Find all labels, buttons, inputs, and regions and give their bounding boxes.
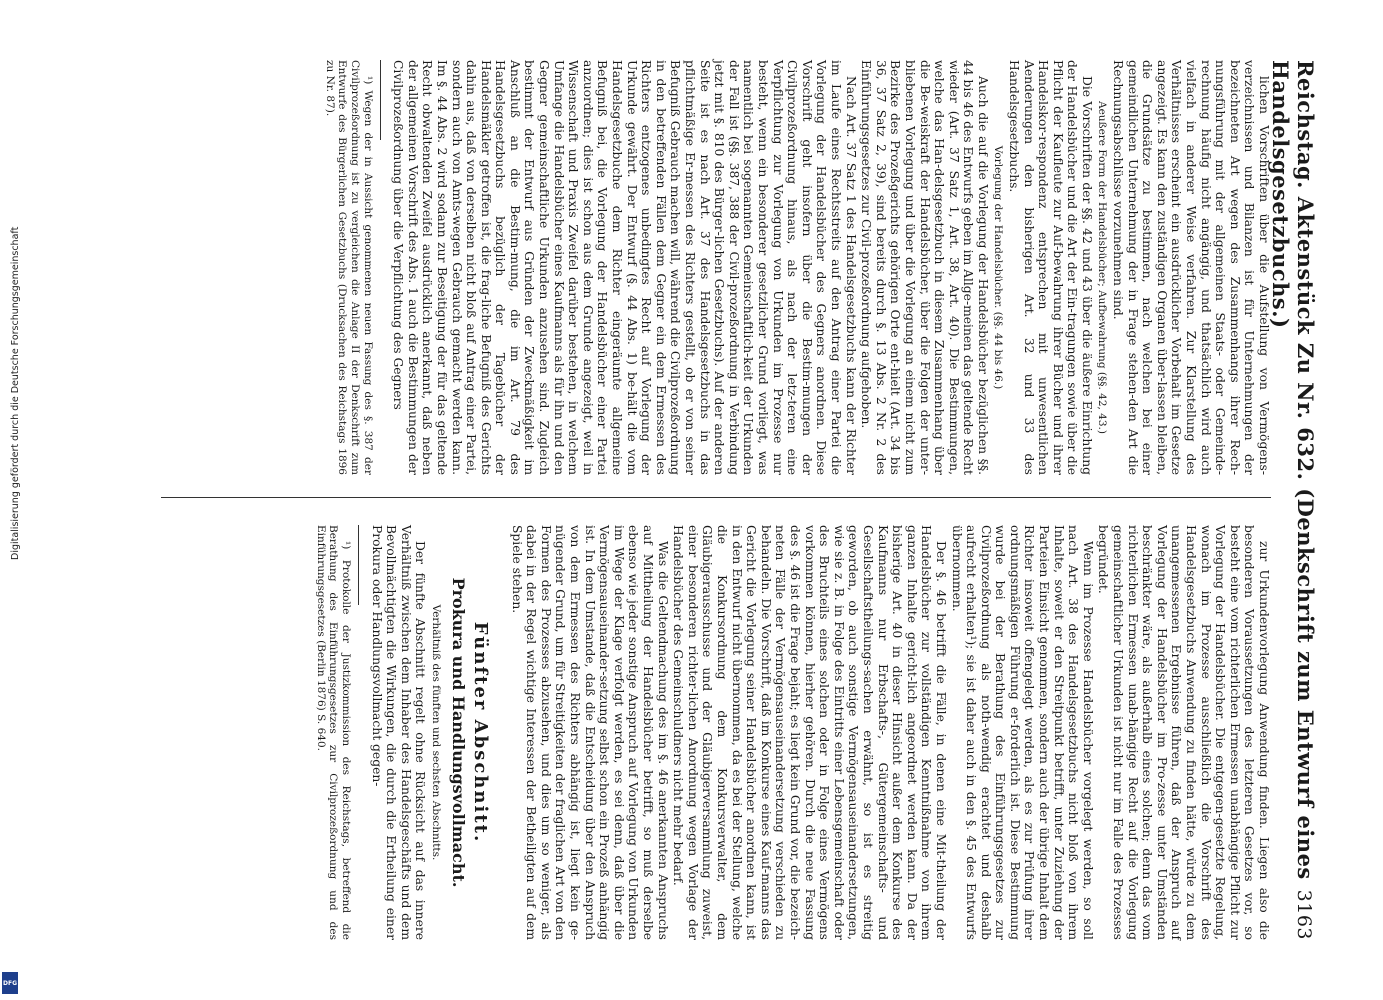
paragraph: Die Vorschriften der §§. 42 und 43 über die äußere Einrichtung der Handelsbücher und die Art der Ein-tragungen sowie über die Pflicht der Kaufleute zur Auf-bewahrung ihrer Bücher und ihrer Handelskor-respondenz entsprechen mit unwesentlichen Aenderungen den bisherigen Art. 32 und 33 des Handelsgesetzbuchs. xyxy=(1007,60,1094,475)
page-header xyxy=(1268,60,1318,940)
paragraph: Nach Art. 37 Satz 1 des Handelsgesetzbuchs kann der Richter im Laufe eines Rechtsstreits auf den Antrag einer Partei die Vorlegung der Handelsbücher des Gegners anordnen. Diese Vorschrift geht insofern über die Bestim-mungen der Civilprozeßordnung hinaus, als nach der letz-teren eine Verpflichtung zur Vorlegung von Urkunden im Prozesse nur besteht, wenn ein besonderer gesetzlicher Grund vorliegt, was namentlich bei sogenannten Gemeinschaftlich-keit der Urkunden der Fall ist (§§. 387, 388 der Civil-prozeßordnung in Verbindung jetzt mit §. 810 des Bürger-lichen Gesetzbuchs). Auf der anderen Seite ist es nach Art. 37 des Handelsgesetzbuchs in das pflichtmäßige Er-messen des Richters gestellt, ob er von seiner Befugniß Gebrauch machen will, während die Civilprozeßordnung in den betreffenden Fällen dem Gegner ein dem Ermessen des Richters entzogenes unbedingtes Recht auf Vorlegung der Urkunde gewährt. Der Entwurf (§. 44 Abs. 1) be-hält die vom Handelsgesetzbuche dem Richter eingeräumte allgemeine Befugniß bei, die Vorlegung der Handelsbücher einer Partei anzuordnen; dies ist schon aus dem Grunde angezeigt, weil in Wissenschaft und Praxis Zweifel darüber bestehen, in welchem Umfange die Handelsbücher eines Kaufmanns als für ihn und den Gegner gemeinschaftliche Urkunden anzusehen sind. Zugleich bestimmt der Entwurf aus Gründen der Zweckmäßigkeit im Anschluß an die Bestim-mung, die im Art. 79 des Handelsgesetzbuchs bezüglich der Tagebücher der Handelsmäkler getroffen ist, die frag-liche Befugniß des Gerichts dahin aus, daß von derselben nicht bloß auf Antrag einer Partei, sondern auch von Amts-wegen Gebrauch gemacht werden kann. Im §. 44 Abs. 2 wird sodann zur Beseitigung der für das geltende Recht obwaltenden Zweifel ausdrücklich anerkannt, daß neben der allgemeinen Vorschrift des Abs. 1 auch die Bestimmungen der Civilprozeßordnung über die Verpflichtung des Gegners xyxy=(391,60,858,475)
footnote: ¹) Protokolle der Justizkommission des Reichstags, betreffend die Berathung des Einführungsgesetzes zur Civilprozeßordnung und des Einführungsgesetzes (Berlin 1876) S. 640. xyxy=(314,525,353,940)
paragraph: Was die Geltendmachung des im §. 46 anerkannten Anspruchs auf Mittheilung der Handelsbücher betrifft, so muß derselbe ebenso wie jeder sonstige Anspruch auf Vorlegung von Urkunden im Wege der Klage verfolgt werden, es sei denn, daß über die Vermögensauseinander-setzung selbst schon ein Prozeß anhängig ist. In dem Umstande, daß die Entscheidung über den Anspruch von dem Ermessen des Richters abhängig ist, liegt kein ge-nügender Grund, um für Streitigkeiten der fraglichen Art von den Formen des Prozesses abzusehen, und dies um so weniger, als dabei in der Regel wichtige Interessen der Betheiligten auf dem Spiele stehen. xyxy=(509,525,670,940)
section-subtitle: Prokura und Handlungsvollmacht. xyxy=(448,577,468,888)
footnote-divider xyxy=(380,60,381,140)
paragraph: zur Urkundenvorlegung Anwendung finden. Liegen also die besonderen Voraussetzungen des letzteren Gesetzes vor, so besteht eine vom richterlichen Ermessen unabhängige Pflicht zur Vorlegung der Handelsbücher. Die entgegen-gesetzte Regelung, wonach im Prozesse ausschließlich die Vorschrift des Handelsgesetzbuchs Anwendung zu finden hätte, würde zu dem unangemessenen Ergebnisse führen, daß der Anspruch auf Vorlegung der Handelsbücher im Pro-zesse unter Umständen beschränkter wäre, als außerhalb eines solchen; denn das vom richterlichen Ermessen unab-hängige Recht auf die Vorlegung gemeinschaftlicher Urkunden ist nicht nur im Falle des Prozesses begründet. xyxy=(1096,525,1271,940)
section-title: Fünfter Abschnitt. xyxy=(470,621,492,844)
paragraph: Der §. 46 betrifft die Fälle, in denen eine Mit-theilung der Handelsbücher zur vollständigen Kenntnißnahme von ihrem ganzen Inhalte gericht-lich angeordnet werden kann. Da der bisherige Art. 40 in dieser Hinsicht außer dem Konkurse des Kaufmanns nur Erbschafts-, Gütergemeinschafts- und Gesellschaftstheilungs-sachen erwähnt, so ist es streitig geworden, ob auch sonstige Vermögensauseinandersetzungen, wie sie z. B. in Folge des Eintritts einer Lebensgemeinschaft oder des Bruchteils eines solchen oder in Folge eines Vermögens vorkommen können, hierher gehören. Durch die neue Fassung des §. 46 ist die Frage bejaht; es liegt kein Grund vor, die bezeich-neten Fälle der Vermögensauseinandersetzung verschieden zu behandeln. Die Vorschrift, daß im Konkurse eines Kauf-manns das Gericht die Vorlegung seiner Handelsbücher anordnen kann, ist in den Entwurf nicht übernommen, da es bei der Stellung, welche die Konkursordnung dem Konkursverwalter, dem Gläubigerausschusse und der Gläubigerversammlung zuweist, einer besonderen richter-lichen Anordnung wegen Vorlage der Handelsbücher des Gemeinschuldners nicht mehr bedarf. xyxy=(671,525,948,940)
section-note: Verhältniß des fünften und sechsten Abschnitts. xyxy=(429,604,442,861)
paragraph: lichen Vorschriften über die Aufstellung von Vermögens-verzeichnissen und Bilanzen ist für Unternehmungen der bezeichneten Art wegen des Zusammenhangs ihrer Rech-nungsführung mit der allgemeinen Staats- oder Gemeinde-rechnung häufig nicht angängig, und thatsächlich wird auch vielfach in anderer Weise verfahren. Zur Klarstellung des Verhältnisses erscheint ein ausdrücklicher Vorbehalt im Gesetze angezeigt. Es kann den zuständigen Organen über-lassen bleiben, die Grundsätze zu bestimmen, nach welchen bei einer gemeindlichen Unternehmung der in Frage stehen-den Art die Rechnungsabschlüsse vorzunehmen sind. xyxy=(1111,60,1271,475)
page-number: 3163 xyxy=(1293,889,1315,940)
dfg-logo: DFG xyxy=(2,972,18,994)
text-column-right xyxy=(156,525,1271,940)
subheading: Vorlegung der Handelsbücher. (§§. 44 bis 46.) xyxy=(992,145,1005,390)
column-divider xyxy=(161,497,1271,498)
footnote-divider xyxy=(358,525,359,605)
footnote: ¹) Wegen der in Aussicht genommenen neuen Fassung des §. 387 der Civilprozeßordnung ist zu vergleichen die Anlage II der Denkschrift zum Entwurfe des Bürgerlichen Gesetzbuchs (Drucksachen des Reichstags 1896 zu Nr. 87). xyxy=(323,60,374,475)
subheading: Aeußere Form der Handelsbücher; Aufbewahrung (§§. 42, 43.) xyxy=(1096,101,1109,434)
paragraph: Wenn im Prozesse Handelsbücher vorgelegt werden, so soll nach Art. 38 des Handelsgesetzbuchs nicht bloß von ihrem Inhalte, soweit er den Streitpunkt betrifft, unter Zuziehung der Parteien Einsicht genommen, sondern auch der übrige Inhalt dem Richter insoweit offengelegt werden, als es zur Prüfung ihrer ordnungsmäßigen Führung er-forderlich ist. Diese Bestimmung wurde bei der Berathung des Einführungsgesetzes zur Civilprozeßordnung als noth-wendig erachtet und deshalb aufrecht erhalten¹); sie ist daher auch in den §. 45 des Entwurfs übernommen. xyxy=(949,525,1095,940)
page-title: Reichstag. Aktenstück Zu Nr. 632. (Denkschrift zum Entwurf eines Handelsgesetzbuchs.) xyxy=(1268,60,1318,880)
digitization-credit: Digitalisierung gefördert durch die Deutsche Forschungsgemeinschaft xyxy=(10,226,21,560)
paragraph: Der fünfte Abschnitt regelt ohne Rücksicht auf das innere Verhältniß zwischen dem Inhaber des Handelsgeschäfts und dem Bevollmächtigten die Wirkungen, die durch die Ertheilung einer Prokura oder Handlungsvollmacht gegen- xyxy=(369,525,428,940)
text-column-left xyxy=(156,60,1271,475)
paragraph: Auch die auf die Vorlegung der Handelsbücher bezüglichen §§. 44 bis 46 des Entwurfs geben im Allge-meinen das geltende Recht wieder (Art. 37 Satz 1, Art. 38, Art. 40). Die Bestimmungen, welche das Han-delsgesetzbuch in diesem Zusammenhang über die Be-weiskraft der Handelsbücher, über die Folgen der unter-bliebenen Vorlegung und über die Vorlegung an einem nicht zum Bezirke des Prozeßgerichts gehörigen Orte ent-hielt (Art. 34 bis 36, 37 Satz 2, 39), sind bereits durch §. 13 Abs. 2 Nr. 2 des Einführungsgesetzes zur Civil-prozeßordnung aufgehoben. xyxy=(859,60,990,475)
